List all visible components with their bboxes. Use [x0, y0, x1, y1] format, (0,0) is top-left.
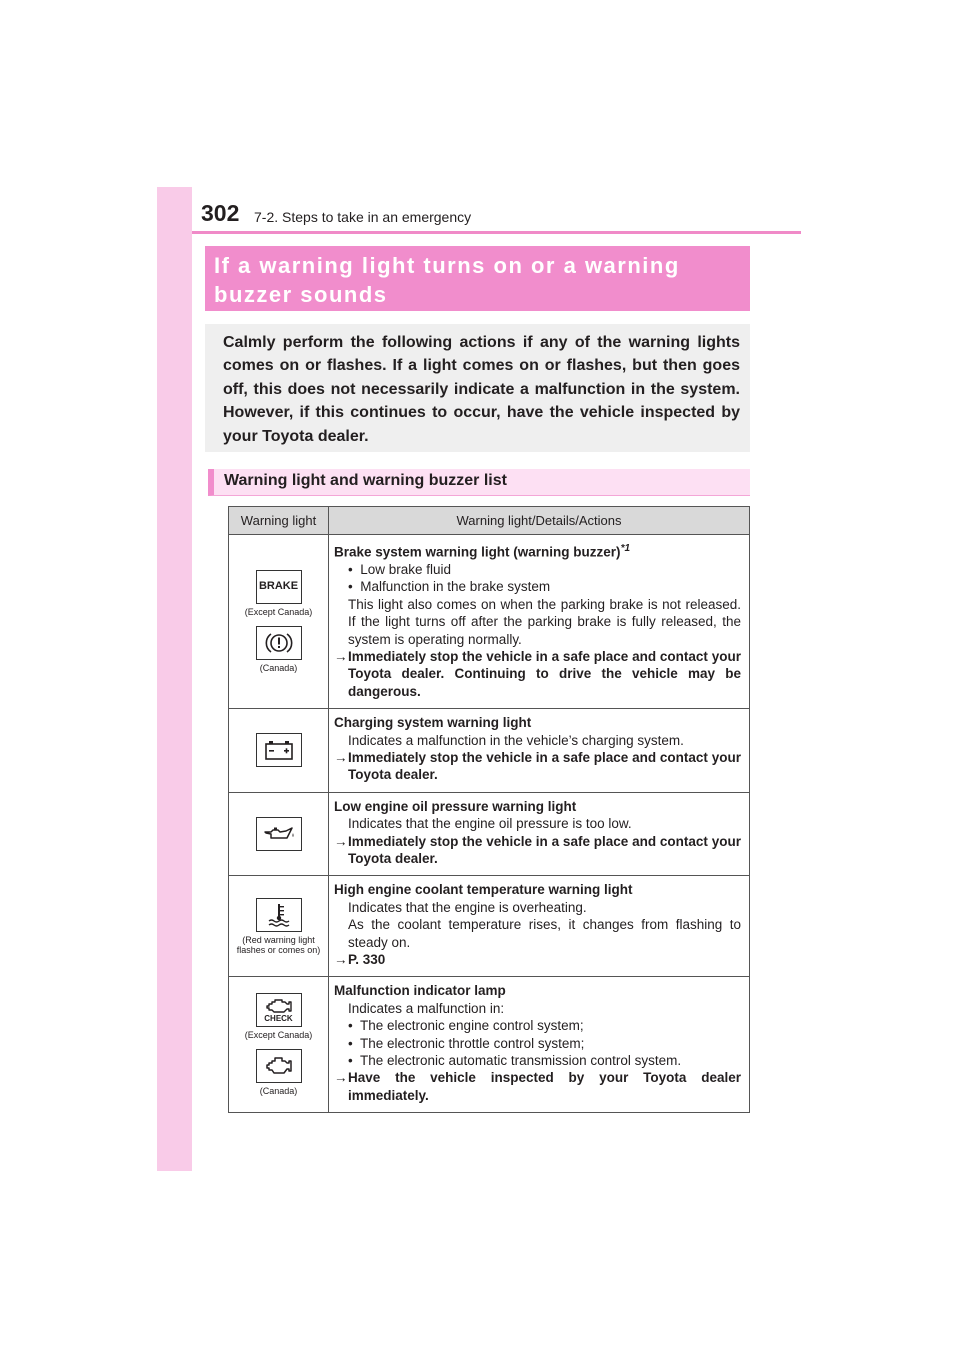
details-cell	[329, 535, 750, 709]
icon-cell	[229, 876, 329, 977]
light-title: Charging system warning light	[334, 715, 532, 731]
table-row	[229, 876, 750, 977]
list-item: • Malfunction in the brake system	[348, 579, 551, 595]
footnote-mark: *1	[620, 543, 631, 554]
details-cell	[329, 876, 750, 977]
list-item: • The electronic engine control system;	[348, 1018, 584, 1034]
details-cell	[329, 792, 750, 876]
light-title: Low engine oil pressure warning light	[334, 798, 577, 814]
intro-text: Calmly perform the following actions if any of the warning lights comes on or flashes. If a light comes on or flashes, but then goes off, this does not necessarily indicate a malfunction in the system. However, if this continues to occur, have the vehicle inspected by your Toyota dealer.	[205, 324, 750, 452]
detail-text: Indicates that the engine oil pressure is too low.	[348, 816, 632, 832]
side-tab	[157, 187, 192, 1171]
list-item: • Low brake fluid	[348, 561, 452, 577]
page-number: 302	[201, 200, 240, 226]
table-header-row	[229, 507, 750, 535]
action-text: →Have the vehicle inspected by your Toyota dealer immediately.	[334, 1070, 741, 1103]
action-text: →Immediately stop the vehicle in a safe place and contact your Toyota dealer. Continuing to drive the vehicle may be dangerous.	[334, 648, 741, 699]
icon-caption: (Canada)	[259, 663, 298, 674]
detail-text: Indicates a malfunction in the vehicle’s charging system.	[348, 732, 684, 748]
column-header-details: Warning light/Details/Actions	[329, 507, 750, 535]
icon-caption: (Except Canada)	[244, 607, 313, 618]
action-text: →Immediately stop the vehicle in a safe place and contact your Toyota dealer.	[334, 749, 741, 783]
detail-text: This light also comes on when the parking brake is not released. If the light turns off after the parking brake is fully released, the system is operating normally.	[348, 596, 741, 647]
brake-icon-label: BRAKE	[258, 580, 299, 593]
icon-cell	[229, 709, 329, 793]
section-heading: 7-2. Steps to take in an emergency	[254, 209, 472, 225]
column-header-light: Warning light	[229, 507, 329, 535]
table-row	[229, 709, 750, 793]
detail-text: Indicates that the engine is overheating.	[348, 899, 587, 915]
icon-caption: (Except Canada)	[244, 1030, 313, 1041]
icon-cell	[229, 792, 329, 876]
light-title: Brake system warning light (warning buzzer)$^{*1}$	[334, 543, 631, 560]
brake-circle-icon	[256, 626, 302, 660]
light-title: Malfunction indicator lamp	[334, 983, 506, 999]
icon-caption: (Canada)	[259, 1086, 298, 1097]
oil-can-icon	[256, 817, 302, 851]
check-engine-icon	[256, 993, 302, 1027]
coolant-temp-icon	[256, 898, 302, 932]
subheading: Warning light and warning buzzer list	[208, 469, 750, 496]
detail-text: Indicates a malfunction in:	[348, 1000, 505, 1016]
detail-text: As the coolant temperature rises, it changes from flashing to steady on.	[348, 917, 741, 950]
action-text: →Immediately stop the vehicle in a safe place and contact your Toyota dealer.	[334, 833, 741, 866]
details-cell	[329, 977, 750, 1113]
icon-cell	[229, 977, 329, 1113]
battery-icon	[256, 733, 302, 767]
page-title: If a warning light turns on or a warning buzzer sounds	[205, 246, 750, 311]
header-rule	[192, 231, 801, 234]
table-row	[229, 535, 750, 709]
list-item: • The electronic throttle control system;	[348, 1035, 585, 1051]
table-row	[229, 977, 750, 1113]
table-row	[229, 792, 750, 876]
list-item: • The electronic automatic transmission control system.	[348, 1053, 682, 1069]
light-title: High engine coolant temperature warning light	[334, 882, 633, 898]
engine-icon	[256, 1049, 302, 1083]
brake-text-icon	[256, 570, 302, 604]
icon-cell	[229, 535, 329, 709]
icon-caption: (Red warning light flashes or comes on)	[236, 934, 321, 955]
check-icon-label: CHECK	[264, 1013, 293, 1023]
warning-light-table	[228, 506, 750, 1113]
details-cell	[329, 709, 750, 793]
page-reference: →P. 330	[334, 952, 386, 968]
